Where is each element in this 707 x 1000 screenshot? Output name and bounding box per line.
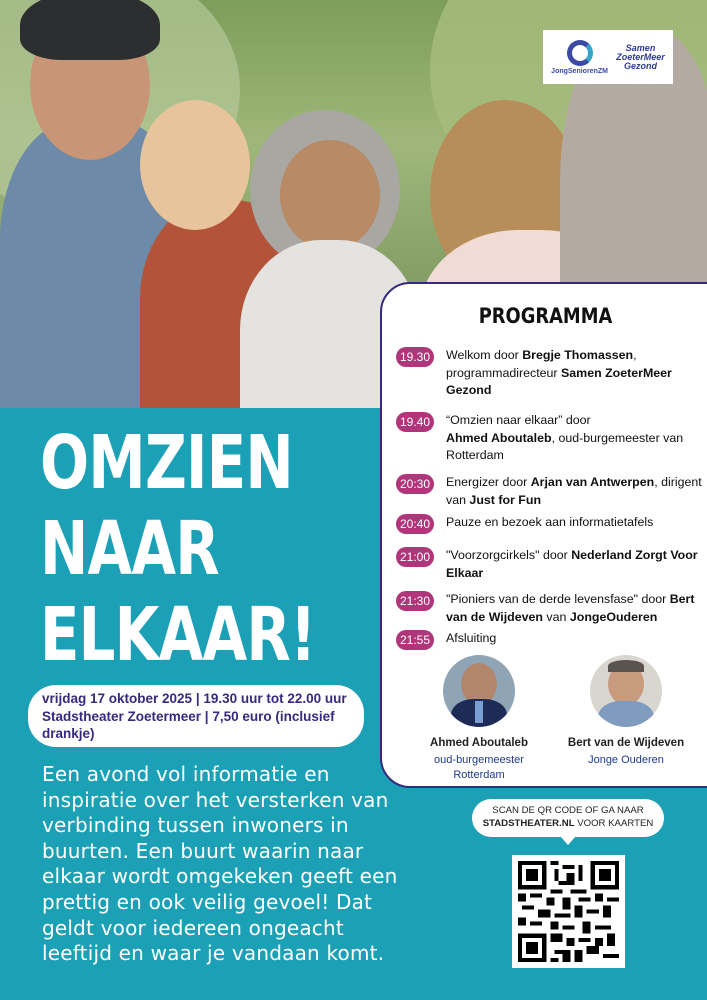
programme-item: 19.30 Welkom door Bregje Thomassen, programmadirecteur Samen ZoeterMeer Gezond [396,347,706,400]
time-badge: 21:55 [396,630,434,650]
programme-item: 20:30 Energizer door Arjan van Antwerpen, dirigent van Just for Fun [396,474,706,509]
programme-item: 19.40 “Omzien naar elkaar” door Ahmed Aboutaleb, oud-burgemeester van Rotterdam [396,412,706,465]
time-badge: 19.40 [396,412,434,432]
website-link[interactable]: STADSTHEATER.NL [482,817,575,829]
jongsenioren-logo-icon [567,40,593,66]
event-description: Een avond vol informatie en inspiratie over het versterken van verbinding tussen inwoners in buurten. Een buurt waarin naar elkaar wordt omgekeken geeft een prettig en ook veilig gevoel! Dat geldt voor iedereen ongeacht leeftijd en waar je vandaan komt. [42,762,398,966]
time-badge: 21:30 [396,591,434,611]
programme-panel [380,282,707,788]
time-badge: 21:00 [396,547,434,567]
scan-callout: SCAN DE QR CODE OF GA NAAR STADSTHEATER.NL VOOR KAARTEN [472,799,664,837]
avatar [590,655,662,727]
qr-code[interactable] [512,855,625,968]
qr-code-image [518,861,619,962]
jongsenioren-logo: JongSeniorenZM [551,40,608,75]
programme-item: 21:55 Afsluiting [396,630,706,650]
event-info-pill: vrijdag 17 oktober 2025 | 19.30 uur tot 22.00 uur Stadstheater Zoetermeer | 7,50 euro (inclusief drankje) [28,685,364,747]
page-title: OMZIEN NAAR ELKAAR! [40,420,316,678]
logo-box [543,30,673,84]
speaker-wijdeven: Bert van de Wijdeven Jonge Ouderen [546,655,706,768]
programme-item: 20:40 Pauze en bezoek aan informatietafels [396,514,706,534]
samen-zoetermeer-gezond-logo: Samen ZoeterMeer Gezond [616,42,665,71]
programme-item: 21:30 "Pioniers van de derde levensfase" door Bert van de Wijdeven van JongeOuderen [396,591,707,626]
programme-item: 21:00 "Voorzorgcirkels" door Nederland Zorgt Voor Elkaar [396,547,706,582]
speaker-aboutaleb: Ahmed Aboutaleb oud-burgemeester Rotterdam [404,655,554,783]
time-badge: 20:40 [396,514,434,534]
time-badge: 19.30 [396,347,434,367]
programme-heading: PROGRAMMA [478,304,613,328]
time-badge: 20:30 [396,474,434,494]
avatar [443,655,515,727]
